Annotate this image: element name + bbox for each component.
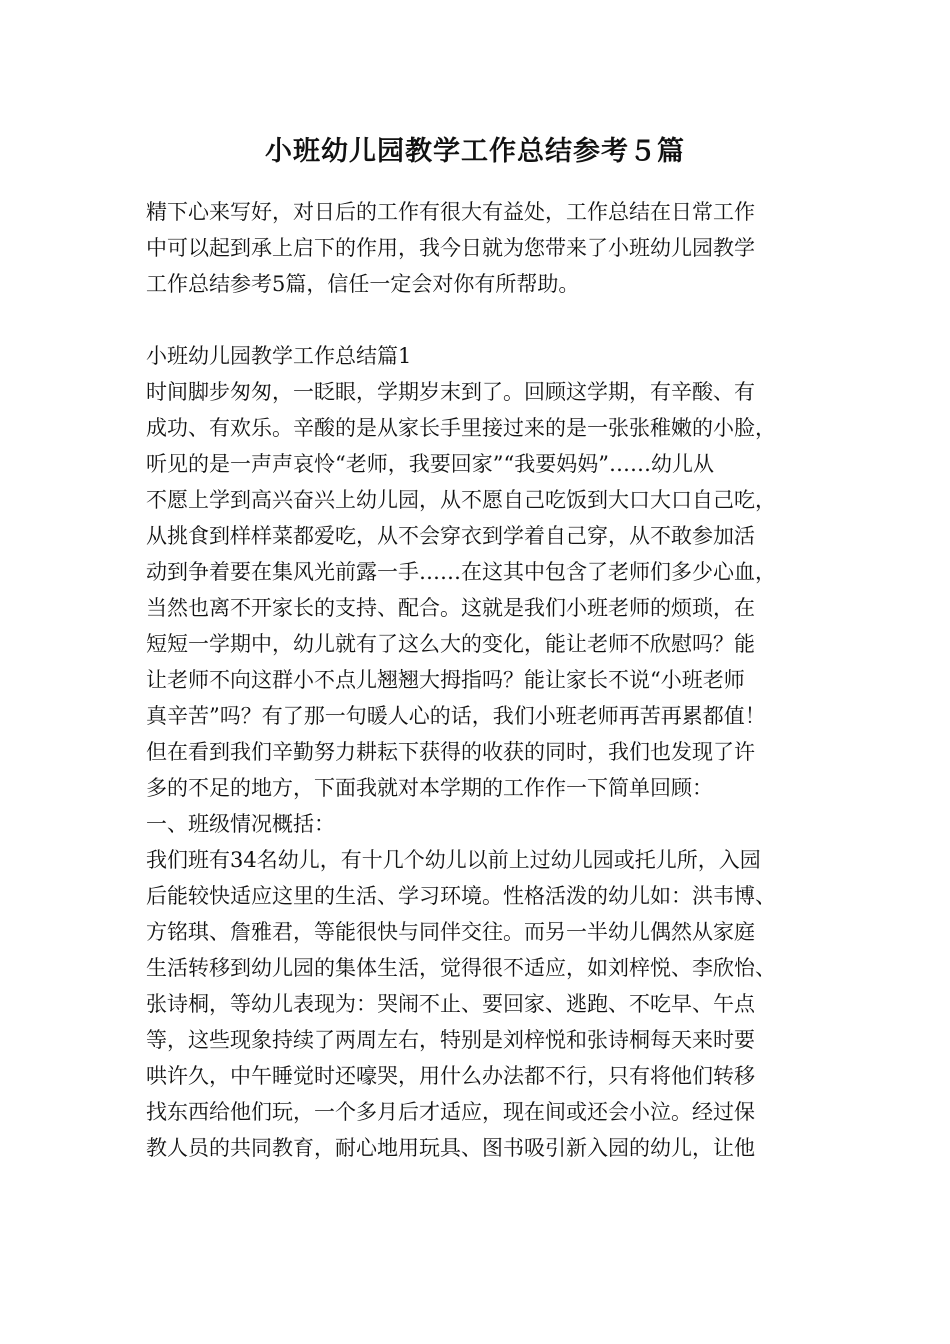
- body-line: 教人员的共同教育，耐心地用玩具、图书吸引新入园的幼儿，让他: [146, 1136, 755, 1160]
- body-line: 让老师不向这群小不点儿翘翘大拇指吗？能让家长不说“小班老师: [146, 668, 745, 692]
- body-line: 动到争着要在集风光前露一手……在这其中包含了老师们多少心血，: [146, 560, 776, 584]
- body-line: 成功、有欢乐。辛酸的是从家长手里接过来的是一张张稚嫩的小脸，: [146, 416, 776, 440]
- body-line: 方铭琪、詹雅君，等能很快与同伴交往。而另一半幼儿偶然从家庭: [146, 920, 755, 944]
- body-line: 从挑食到样样菜都爱吃，从不会穿衣到学着自己穿，从不敢参加活: [146, 524, 755, 548]
- intro-line-2: 中可以起到承上启下的作用，我今日就为您带来了小班幼儿园教学: [146, 236, 755, 260]
- body-line: 但在看到我们辛勤努力耕耘下获得的收获的同时，我们也发现了许: [146, 740, 755, 764]
- subsection-heading: 一、班级情况概括：: [146, 812, 335, 836]
- body-line: 当然也离不开家长的支持、配合。这就是我们小班老师的烦琐，在: [146, 596, 755, 620]
- body-line: 等，这些现象持续了两周左右，特别是刘梓悦和张诗桐每天来时要: [146, 1028, 755, 1052]
- body-line: 张诗桐，等幼儿表现为：哭闹不止、要回家、逃跑、不吃早、午点: [146, 992, 755, 1016]
- body-line: 不愿上学到高兴奋兴上幼儿园，从不愿自己吃饭到大口大口自己吃，: [146, 488, 776, 512]
- section-heading: 小班幼儿园教学工作总结篇1: [146, 344, 412, 368]
- body-line: 生活转移到幼儿园的集体生活，觉得很不适应，如刘梓悦、李欣怡、: [146, 956, 776, 980]
- body-line: 找东西给他们玩，一个多月后才适应，现在间或还会小泣。经过保: [146, 1100, 755, 1124]
- body-line: 短短一学期中，幼儿就有了这么大的变化，能让老师不欣慰吗？能: [146, 632, 755, 656]
- body-line: 时间脚步匆匆，一眨眼，学期岁末到了。回顾这学期，有辛酸、有: [146, 380, 755, 404]
- body-line: 后能较快适应这里的生活、学习环境。性格活泼的幼儿如：洪韦博、: [146, 884, 776, 908]
- document-title: 小班幼儿园教学工作总结参考５篇: [265, 136, 685, 167]
- intro-line-3: 工作总结参考5篇，信任一定会对你有所帮助。: [146, 272, 580, 296]
- body-line: 多的不足的地方，下面我就对本学期的工作作一下简单回顾：: [146, 776, 713, 800]
- body-line: 哄许久，中午睡觉时还嚎哭，用什么办法都不行，只有将他们转移: [146, 1064, 755, 1088]
- intro-line-1: 精下心来写好，对日后的工作有很大有益处，工作总结在日常工作: [146, 200, 755, 224]
- body-line: 听见的是一声声哀怜“老师，我要回家”“我要妈妈”……幼儿从: [146, 452, 714, 476]
- body-line: 我们班有34名幼儿，有十几个幼儿以前上过幼儿园或托儿所，入园: [146, 848, 761, 872]
- body-line: 真辛苦”吗？有了那一句暖人心的话，我们小班老师再苦再累都值！: [146, 704, 766, 728]
